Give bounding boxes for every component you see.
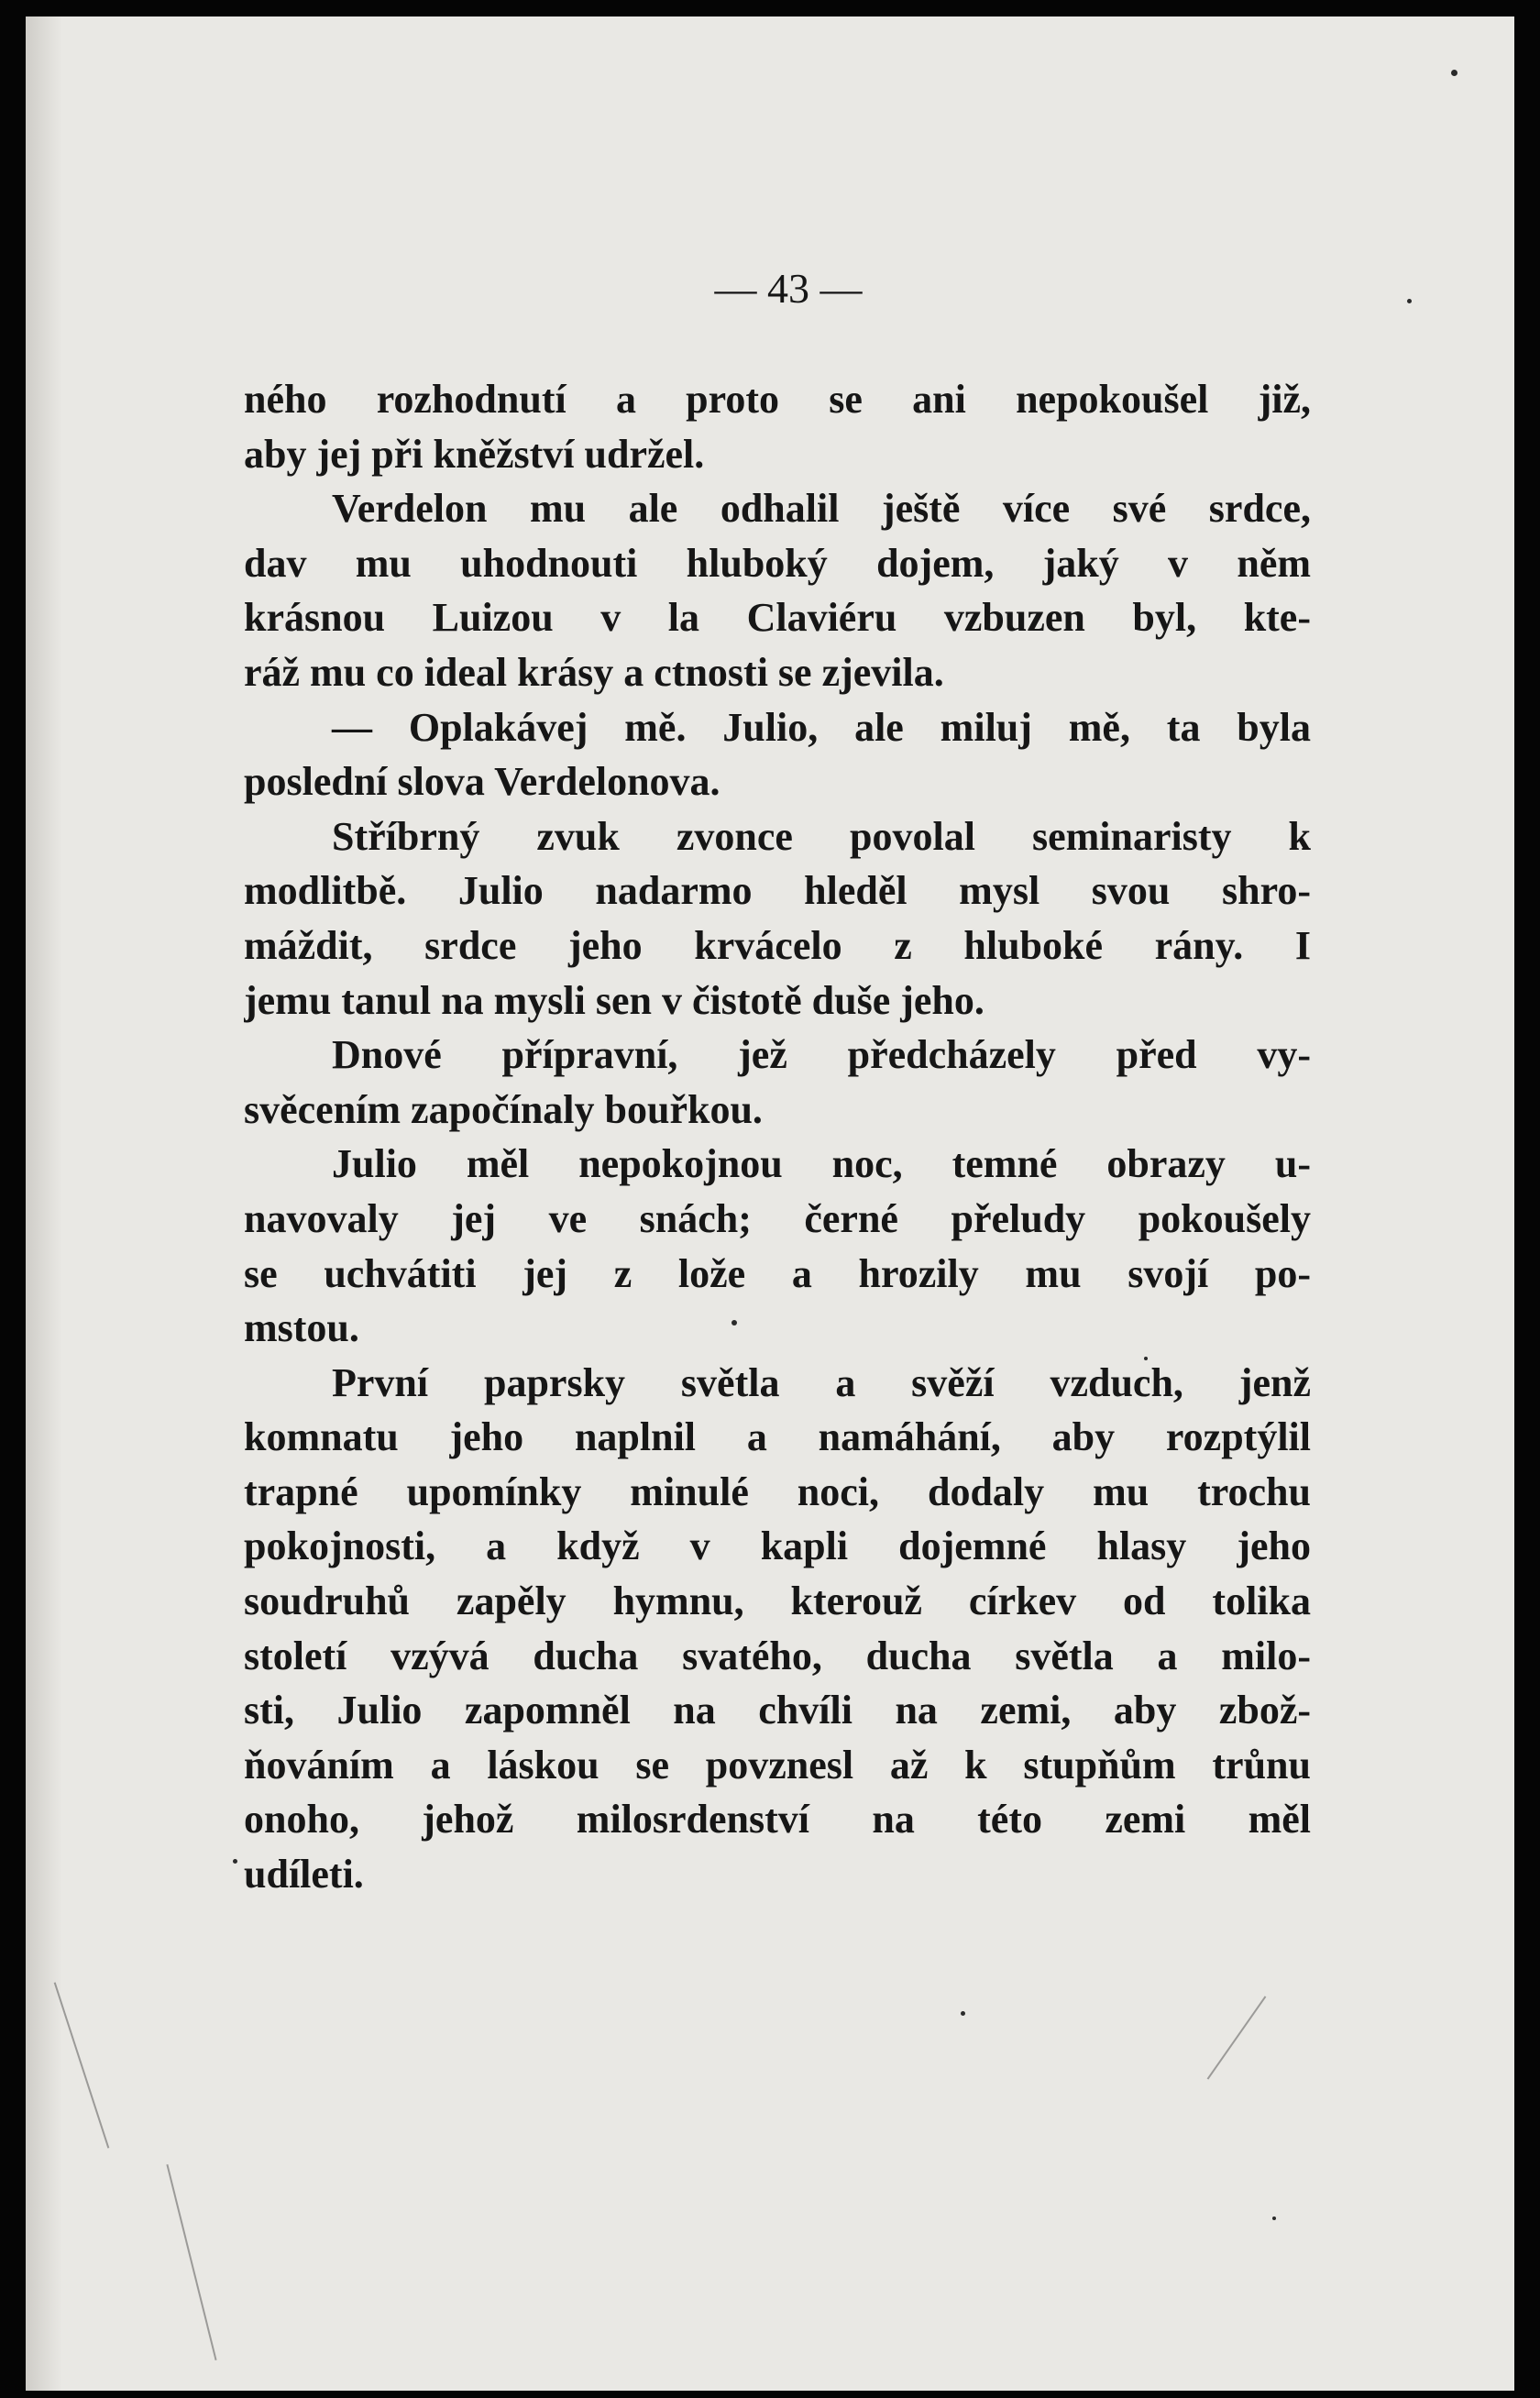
text-line: poslední slova Verdelonova.	[244, 759, 720, 805]
page-spine-shadow	[26, 16, 62, 2391]
text-line: svěcením započínaly bouřkou.	[244, 1086, 763, 1132]
text-line: soudruhů zapěly hymnu, kterouž církev od tolika	[244, 1578, 1311, 1624]
text-line: ňováním a láskou se povznesl až k stupňům trůnu	[244, 1742, 1311, 1788]
text-line: navovaly jej ve snách; černé přeludy pokoušely	[244, 1195, 1311, 1241]
text-line: udíleti.	[244, 1852, 364, 1898]
dust-speck	[732, 1320, 737, 1326]
text-line: jemu tanul na mysli sen v čistotě duše jeho.	[244, 977, 984, 1023]
text-line: onoho, jehož milosrdenství na této zemi měl	[244, 1797, 1311, 1842]
text-line: se uchvátiti jej z lože a hrozily mu svojí po-	[244, 1250, 1311, 1296]
dust-speck	[1451, 70, 1458, 76]
text-line: dav mu uhodnouti hluboký dojem, jaký v něm	[244, 540, 1311, 586]
text-line: ného rozhodnutí a proto se ani nepokoušel již,	[244, 377, 1311, 422]
dust-speck	[961, 2011, 965, 2016]
text-line: máždit, srdce jeho krvácelo z hluboké rány. I	[244, 922, 1311, 968]
text-line: aby jej při kněžství udržel.	[244, 431, 705, 477]
text-line: První paprsky světla a svěží vzduch, jenž	[332, 1359, 1311, 1405]
dust-speck	[1144, 1357, 1148, 1360]
page-number: — 43 —	[714, 265, 863, 312]
book-page	[26, 16, 1514, 2391]
text-line: Verdelon mu ale odhalil ještě více své srdce,	[332, 486, 1311, 532]
text-line: ráž mu co ideal krásy a ctnosti se zjevila.	[244, 649, 944, 695]
page-scratch	[166, 2164, 216, 2360]
dust-speck	[1407, 299, 1412, 303]
text-line: století vzývá ducha svatého, ducha světla a milo-	[244, 1633, 1311, 1678]
text-line: krásnou Luizou v la Claviéru vzbuzen byl, kte-	[244, 595, 1311, 641]
page-scratch	[1207, 1996, 1267, 2079]
text-line: Julio měl nepokojnou noc, temné obrazy u-	[332, 1141, 1311, 1187]
text-line: komnatu jeho naplnil a namáhání, aby rozptýlil	[244, 1414, 1311, 1460]
dust-speck	[1272, 2216, 1276, 2220]
body-text	[244, 372, 1311, 1902]
text-line: — Oplakávej mě. Julio, ale miluj mě, ta byla	[332, 704, 1311, 750]
text-line: sti, Julio zapomněl na chvíli na zemi, aby zbož-	[244, 1688, 1311, 1733]
text-line: modlitbě. Julio nadarmo hleděl mysl svou shro-	[244, 868, 1311, 914]
text-line: pokojnosti, a když v kapli dojemné hlasy jeho	[244, 1524, 1311, 1569]
text-line: mstou.	[244, 1305, 359, 1351]
text-line: trapné upomínky minulé noci, dodaly mu trochu	[244, 1468, 1311, 1514]
text-line: Dnové přípravní, jež předcházely před vy-	[332, 1032, 1311, 1078]
text-line: Stříbrný zvuk zvonce povolal seminaristy k	[332, 813, 1311, 859]
dust-speck	[233, 1859, 237, 1864]
